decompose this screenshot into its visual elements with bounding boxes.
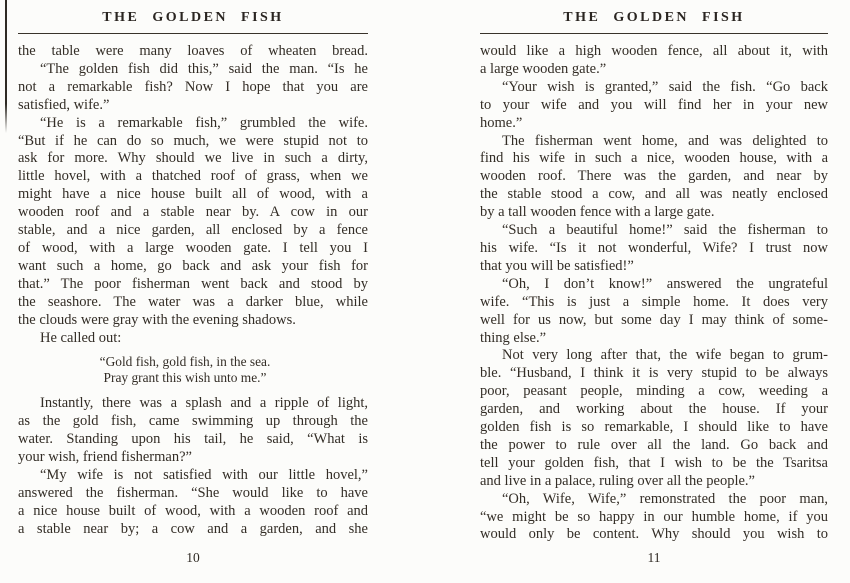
text-line: the power to rule over all the land. Go back and xyxy=(480,436,828,453)
verse-block xyxy=(18,354,352,386)
text-line: ble. “Husband, I think it is very stupid to be always xyxy=(480,365,828,382)
text-line: would like a high wooden fence, all about it, with xyxy=(480,43,828,59)
text-line: by a tall wooden fence with a large gate. xyxy=(480,204,715,221)
text-line: stable, and a nice garden, all enclosed by a fence xyxy=(18,222,368,239)
text-line: “Oh, Wife, Wife,” remonstrated the poor man, xyxy=(502,490,828,507)
text-line: tell your golden fish, that I wish to be the Tsaritsa xyxy=(480,454,828,471)
text-line: “Such a beautiful home!” said the fisherman to xyxy=(502,222,828,239)
text-line: garden, and working about the house. If your xyxy=(480,401,828,418)
text-line: the seashore. The water was a darker blue, while xyxy=(18,293,368,310)
text-line: ask for more. Why should we live in such a dirty, xyxy=(18,150,368,167)
paragraph xyxy=(480,347,828,490)
text-line: and live in a palace, ruling over all the people.” xyxy=(480,472,755,489)
text-line: “Oh, I don’t know!” answered the ungrateful xyxy=(502,275,828,292)
text-line: the stable stood a cow, and all was neatly enclosed xyxy=(480,186,828,203)
text-line: your wish, friend fisherman?” xyxy=(18,449,192,466)
text-line: golden fish is so remarkable, I should like to have xyxy=(480,419,828,436)
paragraph xyxy=(18,330,368,348)
text-line: little hovel, with a thatched roof of grass, when we xyxy=(18,168,368,185)
paragraph xyxy=(480,43,828,79)
text-line: would only be content. Why should you wish to xyxy=(480,526,828,543)
paragraph xyxy=(480,222,828,276)
text-line: Not very long after that, the wife began to grum- xyxy=(502,347,828,364)
running-head: THE GOLDEN FISH xyxy=(102,10,284,25)
text-line: to your wife and you will find her in your new xyxy=(480,96,828,113)
text-line: “My wife is not satisfied with our little hovel,” xyxy=(40,467,368,484)
text-line: poor, peasant people, minding a cow, weeding a xyxy=(480,383,828,400)
text-line: not a remarkable fish? Now I hope that you are xyxy=(18,78,368,95)
text-line: his wife. “Is it not wonderful, Wife? I trust now xyxy=(480,239,828,256)
text-line: a stable near by; a cow and a garden, and she xyxy=(18,520,368,537)
text-line: satisfied, wife.” xyxy=(18,96,110,113)
text-line: want such a home, go back and ask your fish for xyxy=(18,257,368,274)
page-number: 11 xyxy=(647,550,661,565)
text-line: a large wooden gate.” xyxy=(480,60,607,77)
text-line: “Gold fish, gold fish, in the sea. xyxy=(99,354,271,370)
page-body xyxy=(18,43,368,539)
page-number: 10 xyxy=(186,550,200,565)
text-line: the table were many loaves of wheaten bread. xyxy=(18,43,368,59)
paragraph xyxy=(480,133,828,223)
text-line: the clouds were gray with the evening shadows. xyxy=(18,311,296,328)
text-line: Pray grant this wish unto me.” xyxy=(103,370,267,386)
right-page xyxy=(480,0,828,583)
text-line: “He is a remarkable fish,” grumbled the wife. xyxy=(40,114,368,131)
header-rule xyxy=(18,33,368,34)
text-line: that.” The poor fisherman went back and stood by xyxy=(18,275,368,292)
paragraph xyxy=(18,61,368,115)
text-line: The fisherman went home, and was delighted to xyxy=(502,132,828,149)
text-line: wooden roof and a stable near by. A cow in our xyxy=(18,204,368,221)
page-body xyxy=(480,43,828,544)
text-line: of wood, with a large wooden gate. I tell you I xyxy=(18,239,368,256)
text-line: thing else.” xyxy=(480,329,547,346)
text-line: might have a nice house built all of wood, with a xyxy=(18,186,368,203)
text-line: “But if he can do so much, we were stupid not to xyxy=(18,132,368,149)
scan-edge-line xyxy=(5,0,7,133)
text-line: “The golden fish did this,” said the man. “Is he xyxy=(40,60,368,77)
running-head: THE GOLDEN FISH xyxy=(563,10,745,25)
paragraph xyxy=(18,395,368,467)
paragraph xyxy=(18,467,368,539)
text-line: Instantly, there was a splash and a ripple of light, xyxy=(40,395,368,412)
text-line: well for us now, but some day I may think of some- xyxy=(480,311,828,328)
paragraph xyxy=(480,79,828,133)
left-page xyxy=(18,0,368,583)
text-line: a nice house built of wood, with a wooden roof and xyxy=(18,502,368,519)
text-line: wooden roof. There was the garden, and near by xyxy=(480,168,828,185)
paragraph xyxy=(18,43,368,61)
text-line: home.” xyxy=(480,114,523,131)
text-line: “we might be so happy in our humble home, if you xyxy=(480,508,828,525)
text-line: find his wife in such a nice, wooden house, with a xyxy=(480,150,828,167)
text-line: answered the fisherman. “She would like to have xyxy=(18,484,368,501)
paragraph xyxy=(480,276,828,348)
text-line: as the gold fish, came swimming up through the xyxy=(18,413,368,430)
text-line: “Your wish is granted,” said the fish. “Go back xyxy=(502,78,828,95)
text-line: He called out: xyxy=(40,329,122,346)
text-line: that you will be satisfied!” xyxy=(480,257,634,274)
header-rule xyxy=(480,33,828,34)
text-line: water. Standing upon his tail, he said, “What is xyxy=(18,431,368,448)
paragraph xyxy=(480,491,828,545)
text-line: wife. “This is just a simple home. It does very xyxy=(480,293,828,310)
paragraph xyxy=(18,115,368,330)
